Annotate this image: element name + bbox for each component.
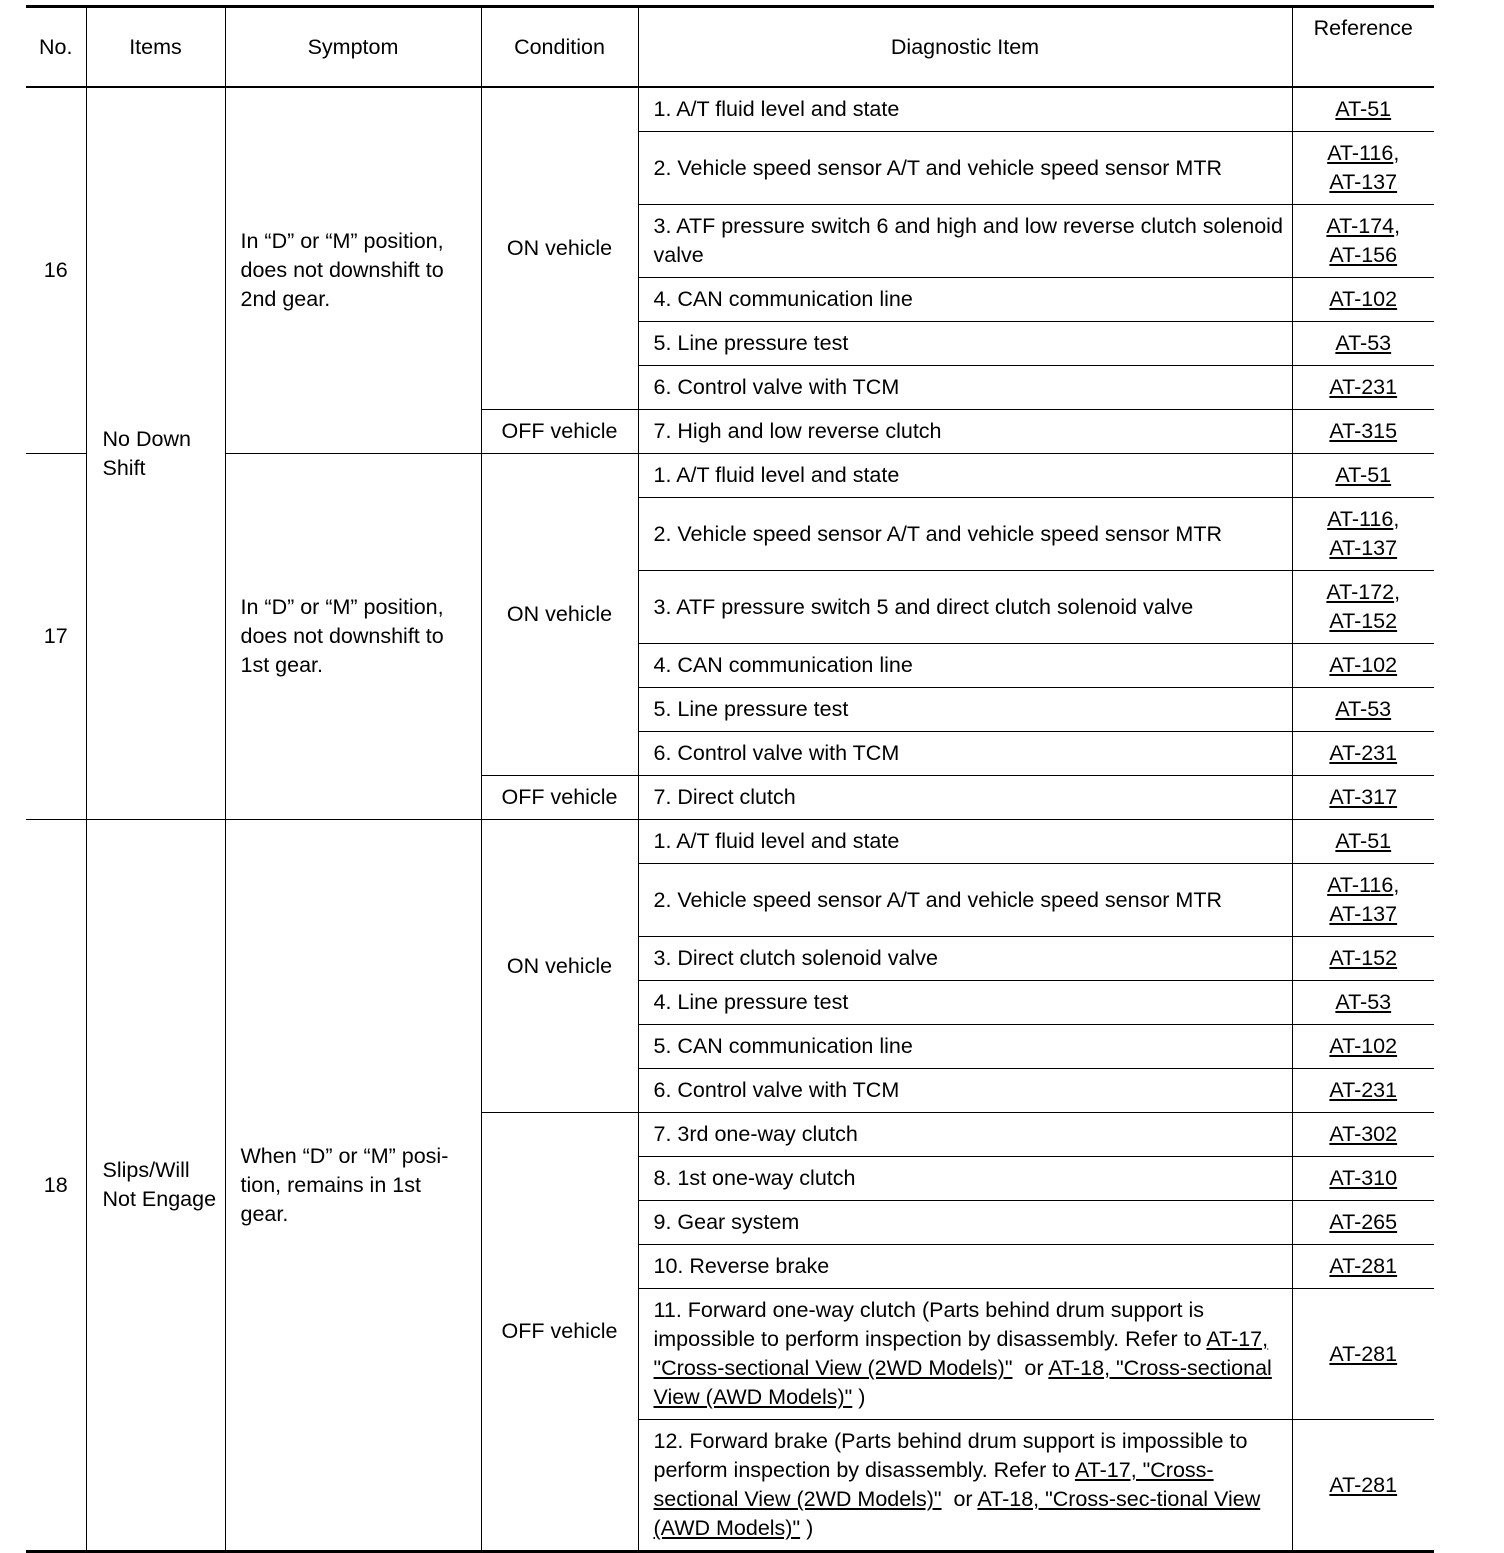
diagnostic-item (638, 1420, 1292, 1552)
reference-cell (1292, 1113, 1434, 1157)
diagnostic-item: 4. CAN communication line (638, 644, 1292, 688)
reference-link[interactable]: AT-137 (1329, 536, 1398, 560)
diagnostic-item: 2. Vehicle speed sensor A/T and vehicle speed sensor MTR (638, 498, 1292, 571)
reference-cell (1292, 820, 1434, 864)
reference-cell (1292, 1245, 1434, 1289)
reference-cell (1292, 410, 1434, 454)
reference-cell (1292, 1157, 1434, 1201)
reference-link[interactable]: AT-302 (1329, 1122, 1398, 1146)
diagnostic-text: 11. Forward one-way clutch (Parts behind drum support is impossible to perform inspection by disassembly. Refer to (653, 1298, 1207, 1351)
symptom-text: In “D” or “M” position, does not downshift to 2nd gear. (225, 87, 481, 454)
reference-link[interactable]: AT-152 (1329, 946, 1398, 970)
reference-link[interactable]: AT-116 (1327, 873, 1394, 897)
reference-link[interactable]: AT-310 (1329, 1166, 1398, 1190)
diagnostic-item: 4. CAN communication line (638, 278, 1292, 322)
table-row (26, 87, 1434, 132)
diagnostic-item: 7. 3rd one-way clutch (638, 1113, 1292, 1157)
cross-reference-link[interactable]: AT-17, "Cross-sectional View (2WD Models)" (653, 1458, 1214, 1511)
reference-link[interactable]: AT-231 (1329, 375, 1398, 399)
diagnostic-item: 9. Gear system (638, 1201, 1292, 1245)
diagnostic-item: 7. High and low reverse clutch (638, 410, 1292, 454)
reference-cell: AT-116, AT-137 (1292, 132, 1434, 205)
reference-link[interactable]: AT-137 (1329, 902, 1398, 926)
diagnostic-item (638, 1289, 1292, 1420)
diagnostic-item: 2. Vehicle speed sensor A/T and vehicle speed sensor MTR (638, 132, 1292, 205)
reference-link[interactable]: AT-102 (1329, 287, 1398, 311)
cross-reference-link[interactable]: AT-18, "Cross-sec-tional View (AWD Models)" (653, 1487, 1261, 1540)
reference-cell: AT-174, AT-156 (1292, 205, 1434, 278)
reference-cell (1292, 1201, 1434, 1245)
reference-cell (1292, 1289, 1434, 1420)
reference-link[interactable]: AT-51 (1335, 97, 1392, 121)
reference-cell (1292, 981, 1434, 1025)
reference-link[interactable]: AT-51 (1335, 463, 1392, 487)
diagnostic-item: 1. A/T fluid level and state (638, 820, 1292, 864)
reference-link[interactable]: AT-102 (1329, 1034, 1398, 1058)
table-row (26, 820, 1434, 864)
reference-link[interactable]: AT-231 (1329, 1078, 1398, 1102)
diagnostic-item: 6. Control valve with TCM (638, 732, 1292, 776)
reference-link[interactable]: AT-116 (1327, 507, 1394, 531)
diagnosis-table (26, 5, 1434, 1553)
reference-link[interactable]: AT-281 (1329, 1254, 1398, 1278)
reference-link[interactable]: AT-137 (1329, 170, 1398, 194)
reference-link[interactable]: AT-265 (1329, 1210, 1398, 1234)
reference-link[interactable]: AT-174 (1326, 214, 1395, 238)
item-category: Slips/Will Not Engage (86, 820, 225, 1552)
condition-on-vehicle: ON vehicle (481, 820, 638, 1113)
reference-link[interactable]: AT-116 (1327, 141, 1394, 165)
row-number: 18 (26, 820, 86, 1552)
diagnostic-item: 10. Reverse brake (638, 1245, 1292, 1289)
diagnostic-text: or (1012, 1356, 1049, 1380)
cross-reference-link[interactable]: AT-18, "Cross-sectional View (AWD Models)" (653, 1356, 1272, 1409)
condition-off-vehicle: OFF vehicle (481, 776, 638, 820)
diagnostic-item: 1. A/T fluid level and state (638, 454, 1292, 498)
reference-link[interactable]: AT-53 (1335, 990, 1392, 1014)
reference-cell (1292, 688, 1434, 732)
condition-off-vehicle: OFF vehicle (481, 1113, 638, 1552)
reference-cell (1292, 937, 1434, 981)
reference-cell (1292, 454, 1434, 498)
reference-link[interactable]: AT-172 (1326, 580, 1395, 604)
reference-link[interactable]: AT-156 (1329, 243, 1398, 267)
cross-reference-link[interactable]: AT-17, "Cross-sectional View (2WD Models)" (653, 1327, 1269, 1380)
reference-link[interactable]: AT-315 (1329, 419, 1398, 443)
reference-link[interactable]: AT-152 (1329, 609, 1398, 633)
diagnostic-item: 3. ATF pressure switch 6 and high and low reverse clutch solenoid valve (638, 205, 1292, 278)
reference-cell (1292, 1069, 1434, 1113)
diagnostic-item: 5. Line pressure test (638, 322, 1292, 366)
reference-cell: AT-116, AT-137 (1292, 864, 1434, 937)
reference-cell (1292, 366, 1434, 410)
header-diagnostic-item: Diagnostic Item (638, 7, 1292, 88)
reference-cell: AT-172, AT-152 (1292, 571, 1434, 644)
table-row (26, 454, 1434, 498)
reference-cell (1292, 732, 1434, 776)
header-row (26, 7, 1434, 88)
diagnostic-item: 5. Line pressure test (638, 688, 1292, 732)
item-category: No Down Shift (86, 87, 225, 820)
diagnostic-item: 6. Control valve with TCM (638, 366, 1292, 410)
reference-link[interactable]: AT-281 (1329, 1341, 1398, 1366)
header-symptom: Symptom (225, 7, 481, 88)
reference-cell (1292, 87, 1434, 132)
header-reference: Reference (1292, 7, 1434, 88)
reference-cell (1292, 644, 1434, 688)
diagnostic-text: 12. Forward brake (Parts behind drum support is impossible to perform inspection by disassembly. Refer to (653, 1429, 1248, 1482)
diagnostic-item: 4. Line pressure test (638, 981, 1292, 1025)
diagnostic-text: ) (852, 1385, 866, 1409)
diagnostic-item: 1. A/T fluid level and state (638, 87, 1292, 132)
condition-on-vehicle: ON vehicle (481, 87, 638, 410)
reference-link[interactable]: AT-51 (1335, 829, 1392, 853)
diagnostic-item: 6. Control valve with TCM (638, 1069, 1292, 1113)
condition-on-vehicle: ON vehicle (481, 454, 638, 776)
reference-link[interactable]: AT-281 (1329, 1472, 1398, 1497)
reference-link[interactable]: AT-102 (1329, 653, 1398, 677)
reference-cell (1292, 1420, 1434, 1552)
diagnostic-text: ) (800, 1516, 814, 1540)
header-condition: Condition (481, 7, 638, 88)
reference-link[interactable]: AT-231 (1329, 741, 1398, 765)
row-number: 17 (26, 454, 86, 820)
reference-cell (1292, 1025, 1434, 1069)
reference-cell: AT-116, AT-137 (1292, 498, 1434, 571)
diagnostic-item: 3. ATF pressure switch 5 and direct clutch solenoid valve (638, 571, 1292, 644)
reference-cell (1292, 776, 1434, 820)
diagnostic-item: 8. 1st one-way clutch (638, 1157, 1292, 1201)
header-no: No. (26, 7, 86, 88)
reference-link[interactable]: AT-317 (1329, 785, 1398, 809)
symptom-text: In “D” or “M” position, does not downshift to 1st gear. (225, 454, 481, 820)
diagnostic-item: 3. Direct clutch solenoid valve (638, 937, 1292, 981)
symptom-text: When “D” or “M” posi-tion, remains in 1st gear. (225, 820, 481, 1552)
condition-off-vehicle: OFF vehicle (481, 410, 638, 454)
header-items: Items (86, 7, 225, 88)
reference-link[interactable]: AT-53 (1335, 331, 1392, 355)
diagnostic-item: 2. Vehicle speed sensor A/T and vehicle speed sensor MTR (638, 864, 1292, 937)
diagnostic-item: 7. Direct clutch (638, 776, 1292, 820)
reference-cell (1292, 322, 1434, 366)
diagnostic-item: 5. CAN communication line (638, 1025, 1292, 1069)
reference-link[interactable]: AT-53 (1335, 697, 1392, 721)
diagnostic-text: or (941, 1487, 978, 1511)
row-number: 16 (26, 87, 86, 454)
reference-cell (1292, 278, 1434, 322)
